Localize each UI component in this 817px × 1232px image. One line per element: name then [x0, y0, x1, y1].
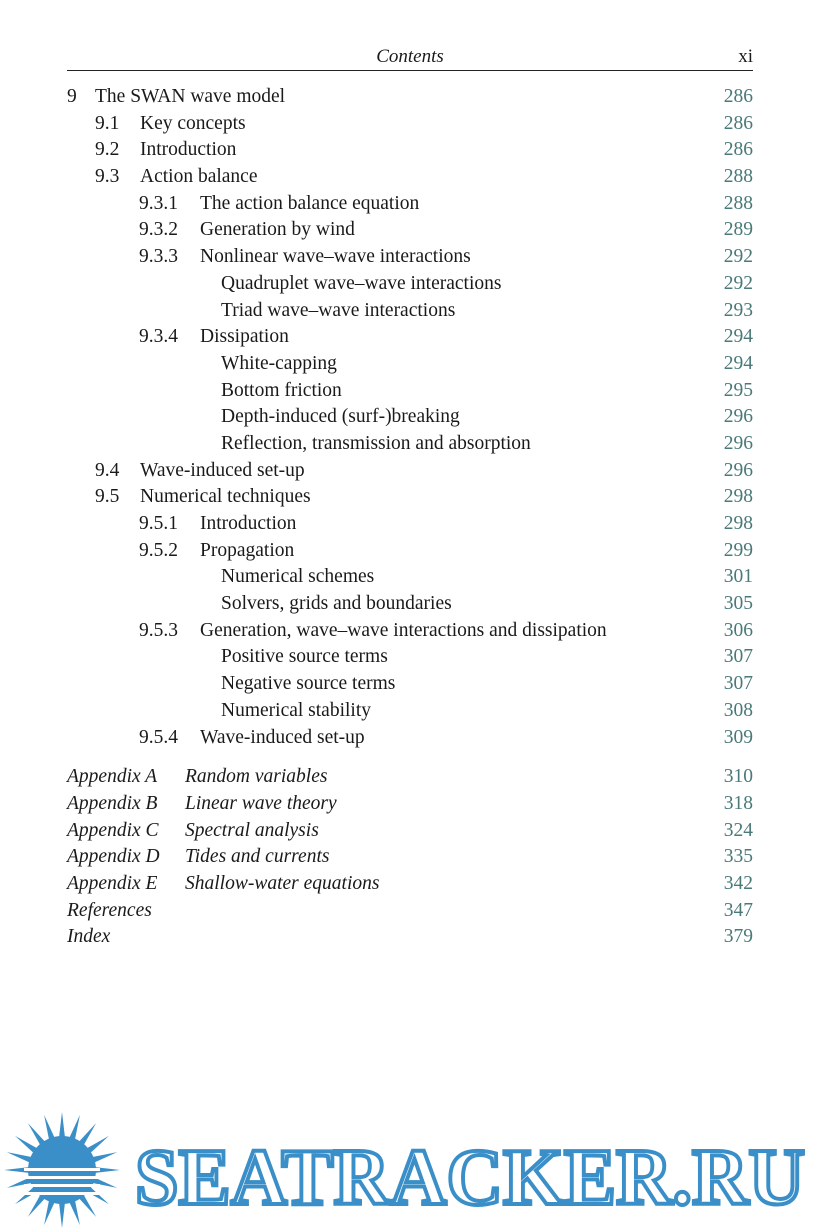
toc-page: 309 — [723, 726, 753, 748]
toc-entry[interactable] — [67, 298, 753, 325]
toc-title: Generation by wind — [200, 219, 355, 241]
toc-title: Numerical schemes — [221, 566, 375, 588]
toc-appendix-entry[interactable] — [67, 764, 753, 791]
toc-title: Reflection, transmission and absorption — [221, 432, 531, 454]
toc-entry[interactable] — [67, 137, 753, 164]
toc-page: 298 — [723, 486, 753, 508]
toc-number: 9.5.1 — [139, 513, 178, 534]
toc-number: 9.5 — [95, 486, 120, 508]
toc-title: Introduction — [200, 513, 297, 534]
toc-page: 292 — [723, 272, 753, 294]
toc-title: Action balance — [140, 166, 258, 188]
toc-page: 307 — [723, 646, 753, 668]
toc-title: Numerical techniques — [140, 486, 311, 508]
toc-entry[interactable] — [67, 217, 753, 244]
toc-title: Introduction — [140, 139, 237, 161]
toc-page: 294 — [723, 352, 753, 374]
toc-page: 318 — [723, 792, 753, 814]
toc-title: Wave-induced set-up — [200, 726, 365, 748]
toc-title: The SWAN wave model — [95, 86, 286, 107]
toc-entry[interactable] — [67, 111, 753, 138]
watermark-text: SEATRACKER.RU — [135, 1134, 805, 1222]
toc-title: Depth-induced (surf-)breaking — [221, 406, 460, 428]
toc-entry[interactable] — [67, 698, 753, 725]
toc-number: 9.3.2 — [139, 219, 178, 241]
running-header — [67, 46, 753, 71]
appendix-label: Appendix B — [67, 792, 158, 814]
toc-entry[interactable] — [67, 644, 753, 671]
toc-entry[interactable] — [67, 324, 753, 351]
toc-page: 286 — [723, 139, 753, 161]
toc-number: 9 — [67, 86, 77, 107]
toc-entry[interactable] — [67, 84, 753, 111]
toc-appendix-entry[interactable] — [67, 791, 753, 818]
toc-number: 9.5.3 — [139, 619, 178, 641]
page-number: xi — [738, 46, 753, 67]
toc-references-entry[interactable] — [67, 898, 753, 925]
toc-page: 296 — [723, 459, 753, 481]
toc-page: 335 — [723, 846, 753, 868]
toc-number: 9.2 — [95, 139, 120, 161]
toc-entry[interactable] — [67, 191, 753, 218]
toc-entry[interactable] — [67, 404, 753, 431]
index-label: Index — [67, 926, 111, 948]
toc-title: Dissipation — [200, 326, 289, 348]
references-label: References — [67, 899, 152, 921]
appendix-title: Tides and currents — [185, 846, 330, 868]
appendix-title: Linear wave theory — [185, 792, 337, 814]
toc-appendix-entry[interactable] — [67, 844, 753, 871]
toc-page: 296 — [723, 432, 753, 454]
toc-title: Propagation — [200, 539, 295, 561]
appendix-label: Appendix C — [67, 819, 159, 841]
toc-entry[interactable] — [67, 671, 753, 698]
toc-page: 324 — [723, 819, 753, 841]
toc-index-entry[interactable] — [67, 924, 753, 951]
toc-title: Generation, wave–wave interactions and dissipation — [200, 619, 607, 641]
toc-entry[interactable] — [67, 351, 753, 378]
toc-page: 298 — [723, 513, 753, 534]
appendix-label: Appendix E — [67, 872, 158, 894]
toc-entry[interactable] — [67, 725, 753, 752]
sun-icon — [4, 1112, 120, 1228]
toc-title: Bottom friction — [221, 379, 342, 401]
toc-number: 9.4 — [95, 459, 120, 481]
appendix-title: Shallow-water equations — [185, 872, 380, 894]
toc-page: 305 — [723, 593, 753, 615]
appendix-title: Random variables — [185, 766, 328, 788]
toc-page: 307 — [723, 673, 753, 695]
toc-page: 286 — [723, 86, 753, 107]
watermark — [0, 1108, 817, 1232]
toc-number: 9.5.4 — [139, 726, 178, 748]
toc-number: 9.3 — [95, 166, 120, 188]
toc-entry[interactable] — [67, 378, 753, 405]
toc-entry[interactable] — [67, 271, 753, 298]
toc-number: 9.3.3 — [139, 246, 178, 268]
toc-title: Triad wave–wave interactions — [221, 299, 456, 321]
toc-entry[interactable] — [67, 244, 753, 271]
toc-number: 9.3.1 — [139, 192, 178, 214]
toc-page: 379 — [723, 926, 753, 948]
toc-page: 286 — [723, 112, 753, 134]
appendix-label: Appendix D — [67, 846, 160, 868]
toc-page: 308 — [723, 699, 753, 721]
toc-entry[interactable] — [67, 484, 753, 511]
toc-page: 296 — [723, 406, 753, 428]
toc-title: Positive source terms — [221, 646, 388, 668]
toc-entry[interactable] — [67, 591, 753, 618]
toc-page: 295 — [723, 379, 753, 401]
toc-appendix-entry[interactable] — [67, 818, 753, 845]
toc-title: Numerical stability — [221, 699, 372, 721]
toc-title: Solvers, grids and boundaries — [221, 593, 452, 615]
toc-number: 9.5.2 — [139, 539, 178, 561]
appendix-title: Spectral analysis — [185, 819, 319, 841]
table-of-contents — [67, 84, 753, 951]
toc-page: 347 — [723, 899, 753, 921]
toc-appendix-entry[interactable] — [67, 871, 753, 898]
toc-page: 310 — [723, 766, 753, 788]
toc-entry[interactable] — [67, 458, 753, 485]
toc-title: Negative source terms — [221, 673, 396, 695]
toc-page: 294 — [723, 326, 753, 348]
toc-title: Quadruplet wave–wave interactions — [221, 272, 502, 294]
toc-entry[interactable] — [67, 431, 753, 458]
toc-title: The action balance equation — [200, 192, 420, 214]
toc-page: 299 — [723, 539, 753, 561]
sun-ray — [59, 1200, 66, 1228]
toc-entry[interactable] — [67, 164, 753, 191]
toc-title: Key concepts — [140, 112, 246, 134]
toc-entry[interactable] — [67, 538, 753, 565]
toc-page: 301 — [723, 566, 753, 588]
toc-page: 288 — [723, 192, 753, 214]
toc-page: 288 — [723, 166, 753, 188]
toc-entry[interactable] — [67, 618, 753, 645]
toc-number: 9.3.4 — [139, 326, 178, 348]
toc-page: 293 — [723, 299, 753, 321]
toc-title: White-capping — [221, 352, 337, 374]
toc-title: Wave-induced set-up — [140, 459, 305, 481]
toc-number: 9.1 — [95, 112, 120, 134]
toc-page: 342 — [723, 872, 753, 894]
toc-title: Nonlinear wave–wave interactions — [200, 246, 471, 268]
toc-page: 292 — [723, 246, 753, 268]
watermark-graphic — [0, 1108, 817, 1232]
running-head-title: Contents — [376, 46, 444, 67]
toc-entry[interactable] — [67, 564, 753, 591]
toc-page: 306 — [723, 619, 753, 641]
appendix-label: Appendix A — [67, 766, 158, 788]
toc-page: 289 — [723, 219, 753, 241]
toc-entry[interactable] — [67, 511, 753, 538]
sun-ray — [59, 1112, 66, 1140]
